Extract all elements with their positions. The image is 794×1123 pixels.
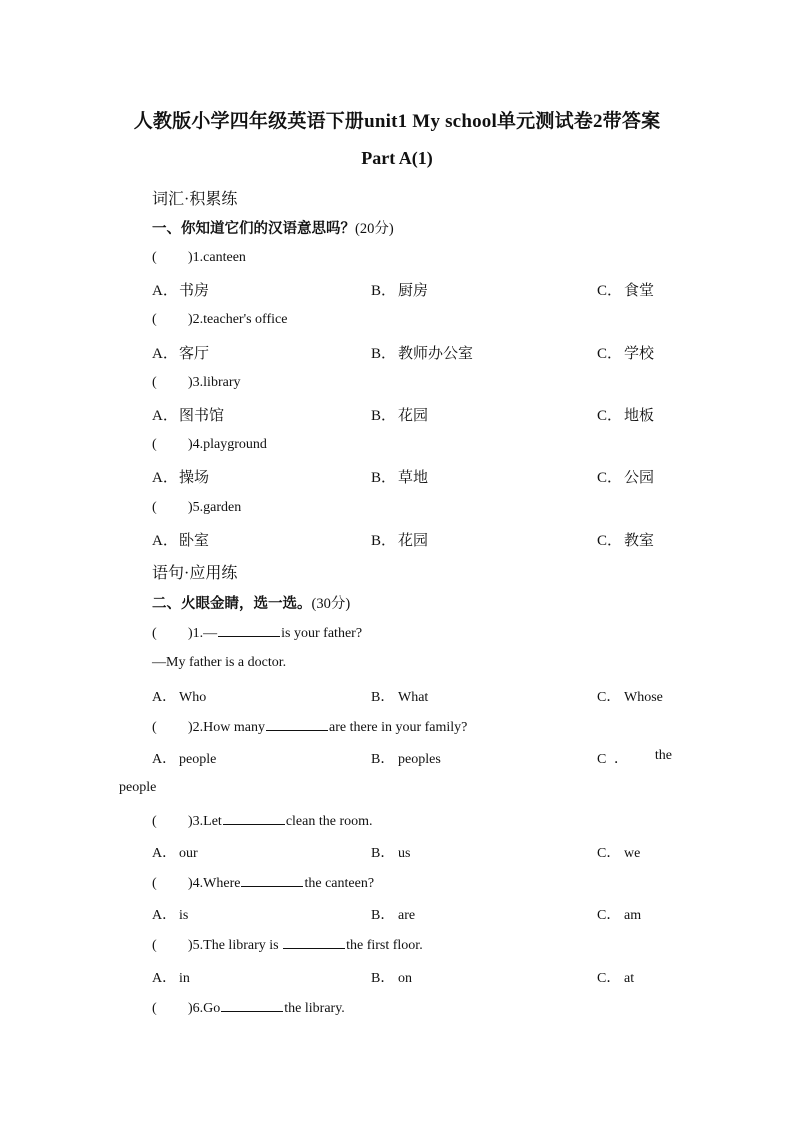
question-stem-post: the first floor. (346, 938, 423, 953)
option-letter: C． (597, 846, 621, 861)
question-stem: )3.library (188, 375, 241, 390)
question-stem: )1.canteen (188, 250, 246, 265)
option-letter: A． (152, 752, 177, 767)
s1-question-1 (152, 250, 246, 266)
section1-heading (152, 217, 394, 238)
s1-options-1 (152, 279, 672, 299)
option-text: is (179, 908, 189, 923)
option-c[interactable] (597, 967, 634, 987)
option-a[interactable] (152, 686, 206, 706)
answer-paren[interactable]: ( (152, 814, 157, 829)
s1-question-5 (152, 500, 241, 516)
option-letter: B． (371, 752, 395, 767)
option-text: 书房 (179, 283, 210, 299)
option-text: 花园 (398, 533, 429, 549)
option-c[interactable] (597, 466, 654, 487)
fill-blank[interactable] (223, 812, 285, 825)
option-letter: C． (597, 908, 621, 923)
s2-options-1 (152, 686, 672, 706)
question-stem-post: the canteen? (304, 876, 375, 891)
option-text: our (179, 846, 198, 861)
s2-question-5 (152, 936, 423, 954)
option-dot: ． (614, 752, 628, 767)
option-a[interactable] (152, 342, 209, 363)
s2-question-2 (152, 718, 467, 736)
question-stem-pre: )4.Where (188, 876, 241, 891)
option-b[interactable] (371, 404, 428, 425)
fill-blank[interactable] (266, 718, 328, 731)
option-b[interactable] (371, 904, 415, 924)
option-text: 卧室 (179, 533, 210, 549)
option-letter: B． (371, 533, 397, 549)
s2-options-4 (152, 904, 672, 924)
question-stem: )5.garden (188, 500, 242, 515)
s1-options-4 (152, 466, 672, 486)
s2-options-3 (152, 842, 672, 862)
question-stem: )4.playground (188, 437, 267, 452)
option-c[interactable] (597, 904, 641, 924)
option-a[interactable] (152, 748, 216, 768)
option-letter: B． (371, 283, 397, 299)
question-stem-pre: )3.Let (188, 814, 222, 829)
option-c[interactable] (597, 842, 640, 862)
s2-question-1-reply: —My father is a doctor. (152, 655, 287, 670)
option-letter: A． (152, 408, 178, 424)
option-letter: C． (597, 690, 621, 705)
s2-question-4 (152, 874, 374, 892)
answer-paren[interactable]: ( (152, 375, 157, 390)
option-b[interactable] (371, 686, 428, 706)
answer-paren[interactable]: ( (152, 250, 157, 265)
option-letter: C． (597, 533, 623, 549)
option-text: at (624, 971, 635, 986)
option-letter: A． (152, 846, 177, 861)
s2-question-1 (152, 624, 362, 642)
fill-blank[interactable] (221, 999, 283, 1012)
question-stem-post: are there in your family? (329, 720, 468, 735)
question-stem: )2.teacher's office (188, 312, 288, 327)
option-b[interactable] (371, 342, 473, 363)
s1-question-2 (152, 312, 287, 328)
s2-options-5 (152, 967, 672, 987)
s1-options-3 (152, 404, 672, 424)
option-letter: C． (597, 283, 623, 299)
option-letter: C． (597, 408, 623, 424)
option-a[interactable] (152, 967, 190, 987)
option-letter: A． (152, 690, 177, 705)
option-c[interactable] (597, 529, 654, 550)
option-text: 学校 (624, 346, 655, 362)
option-c[interactable] (597, 404, 654, 425)
fill-blank[interactable] (218, 624, 280, 637)
option-letter: A． (152, 346, 178, 362)
question-stem-post: is your father? (281, 626, 363, 641)
option-a[interactable] (152, 842, 198, 862)
s2-question-6 (152, 999, 345, 1017)
option-b[interactable] (371, 529, 428, 550)
option-text: people (179, 752, 217, 767)
option-c[interactable] (597, 748, 672, 768)
option-text: Who (179, 690, 207, 705)
s2-question-3 (152, 812, 373, 830)
option-text: peoples (398, 752, 441, 767)
section2-label: 语句·应用练 (152, 565, 238, 582)
question-stem-pre: )2.How many (188, 720, 265, 735)
option-text: we (624, 846, 641, 861)
question-stem-pre: )1.— (188, 626, 218, 641)
option-text: What (398, 690, 429, 705)
option-letter: A． (152, 971, 177, 986)
option-text: us (398, 846, 411, 861)
option-letter: B． (371, 971, 395, 986)
option-letter: B． (371, 470, 397, 486)
part-title: Part A(1) (361, 148, 433, 168)
option-letter: A． (152, 283, 178, 299)
option-a[interactable] (152, 404, 224, 425)
option-c-wrapped-text: people (119, 780, 157, 795)
section2-heading (152, 592, 350, 613)
option-b[interactable] (371, 967, 412, 987)
option-b[interactable] (371, 748, 441, 768)
option-text: 草地 (398, 470, 429, 486)
option-text: Whose (624, 690, 663, 705)
option-letter: C． (597, 470, 623, 486)
option-text: in (179, 971, 190, 986)
option-letter: C． (597, 971, 621, 986)
section2-points: (30分) (311, 596, 351, 612)
option-text: 食堂 (624, 283, 655, 299)
section2-heading-text: 二、火眼金睛，选一选。 (152, 596, 312, 612)
s1-question-3 (152, 375, 240, 391)
answer-paren[interactable]: ( (152, 437, 157, 452)
option-text: 地板 (624, 408, 655, 424)
fill-blank[interactable] (283, 936, 345, 949)
option-a[interactable] (152, 529, 209, 550)
option-a[interactable] (152, 466, 209, 487)
answer-paren[interactable]: ( (152, 938, 157, 953)
answer-paren[interactable]: ( (152, 312, 157, 327)
option-text: 图书馆 (179, 408, 225, 424)
section1-label: 词汇·积累练 (152, 191, 238, 208)
option-b[interactable] (371, 466, 428, 487)
option-c[interactable] (597, 342, 654, 363)
s1-options-5 (152, 529, 672, 549)
answer-paren[interactable]: ( (152, 1001, 157, 1016)
option-letter: A． (152, 470, 178, 486)
answer-paren[interactable]: ( (152, 500, 157, 515)
s1-question-4 (152, 437, 267, 453)
question-stem-post: the library. (284, 1001, 345, 1016)
option-text: 客厅 (179, 346, 210, 362)
answer-paren[interactable]: ( (152, 720, 157, 735)
fill-blank[interactable] (241, 874, 303, 887)
option-letter: B． (371, 408, 397, 424)
option-letter: C (597, 752, 607, 767)
option-text: the (654, 748, 672, 763)
section1-points: (20分) (355, 221, 394, 237)
option-letter: A． (152, 908, 177, 923)
s2-options-2 (152, 748, 672, 768)
option-text: 教师办公室 (398, 346, 474, 362)
option-letter: B． (371, 846, 395, 861)
option-letter: A． (152, 533, 178, 549)
option-b[interactable] (371, 842, 410, 862)
option-a[interactable] (152, 904, 188, 924)
answer-paren[interactable]: ( (152, 626, 157, 641)
option-text: 操场 (179, 470, 210, 486)
option-text: are (398, 908, 416, 923)
s1-options-2 (152, 342, 672, 362)
option-letter: B． (371, 346, 397, 362)
section1-heading-text: 一、你知道它们的汉语意思吗？ (152, 221, 355, 237)
question-stem-pre: )6.Go (188, 1001, 221, 1016)
option-a[interactable] (152, 279, 209, 300)
option-text: 公园 (624, 470, 655, 486)
question-stem-pre: )5.The library is (188, 938, 283, 953)
option-c[interactable] (597, 686, 663, 706)
answer-paren[interactable]: ( (152, 876, 157, 891)
option-letter: B． (371, 690, 395, 705)
question-stem-post: clean the room. (285, 814, 373, 829)
document-title: 人教版小学四年级英语下册unit1 My school单元测试卷2带答案 (133, 111, 661, 132)
option-c[interactable] (597, 279, 654, 300)
option-text: 厨房 (398, 283, 429, 299)
option-letter: C． (597, 346, 623, 362)
option-text: on (398, 971, 412, 986)
option-text: 教室 (624, 533, 655, 549)
option-text: am (624, 908, 642, 923)
option-letter: B． (371, 908, 395, 923)
option-text: 花园 (398, 408, 429, 424)
option-b[interactable] (371, 279, 428, 300)
